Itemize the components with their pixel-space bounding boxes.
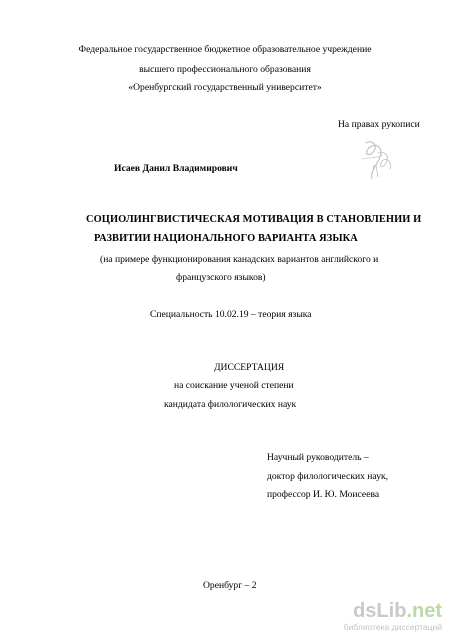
institution-line-1: Федеральное государственное бюджетное образовательное учреждение [78,44,372,55]
dslib-logo [353,600,442,622]
handwritten-signature [352,135,398,183]
dslib-logo-accent: .net [406,600,442,622]
thesis-title-line-2: РАЗВИТИИ НАЦИОНАЛЬНОГО ВАРИАНТА ЯЗЫКА [94,233,358,244]
thesis-title-line-1: СОЦИОЛИНГВИСТИЧЕСКАЯ МОТИВАЦИЯ В СТАНОВЛЕНИИ И [86,214,422,225]
dslib-watermark [340,600,442,634]
dslib-subtitle: библиотека диссертаций [343,622,442,632]
institution-line-2: высшего профессионального образования [139,64,311,75]
supervisor-line-2: доктор филологических наук, [267,471,389,482]
thesis-subtitle-line-2: французского языков) [176,272,266,283]
supervisor-line-1: Научный руководитель – [267,452,369,463]
specialty: Специальность 10.02.19 – теория языка [150,309,312,320]
dslib-logo-main: dsLib [353,600,407,622]
degree-line-1: на соискание ученой степени [174,380,294,391]
thesis-subtitle-line-1: (на примере функционирования канадских вариантов английского и [100,254,379,265]
dissertation-heading: ДИССЕРТАЦИЯ [214,362,285,373]
manuscript-note: На правах рукописи [338,119,420,130]
supervisor-line-3: профессор И. Ю. Моисеева [267,489,380,500]
author-name: Исаев Данил Владимирович [114,163,238,174]
institution-line-3: «Оренбургский государственный университет» [128,82,322,93]
footer-city: Оренбург – 2 [203,580,257,591]
degree-line-2: кандидата филологических наук [164,399,297,410]
